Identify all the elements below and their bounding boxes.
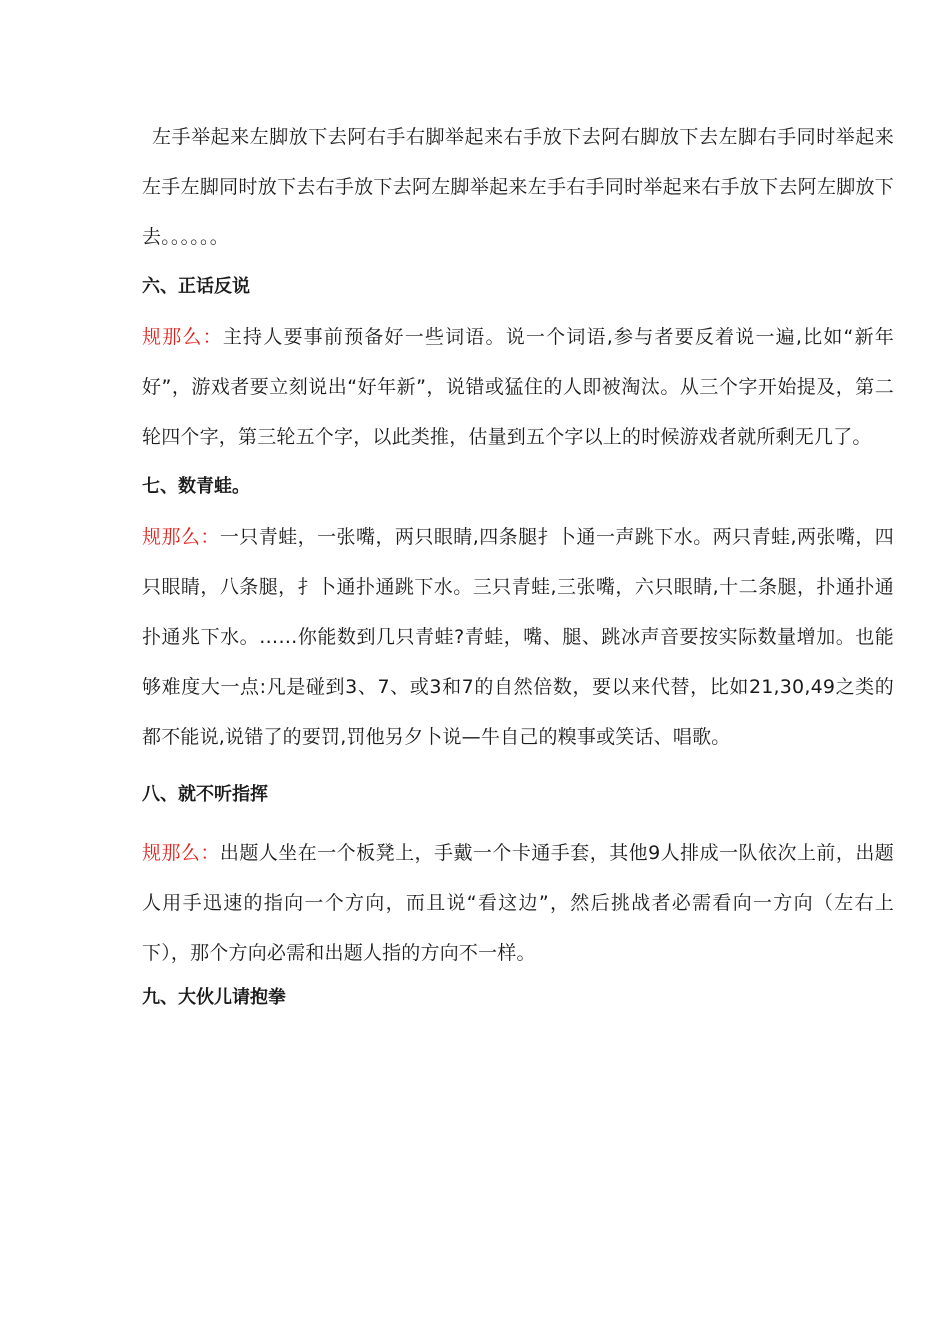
section-title-6: 六、正话反说 xyxy=(142,276,250,297)
section-title-8: 八、就不听指挥 xyxy=(142,784,268,805)
rule-text: 一只青蛙，一张嘴，两只眼睛,四条腿扌卜通一声跳下水。两只青蛙,两张嘴，四只眼睛，八条腿，扌卜通扑通跳下水。三只青蛙,三张嘴，六只眼睛,十二条腿，扑通扑通扑通兆下水。……你能数到几只青蛙?青蛙，嘴、腿、跳冰声音要按实际数量增加。也能够难度大一点:凡是碰到3、7、或3和7的自然倍数，要以来代替，比如21,30,49之类的都不能说,说错了的要罚,罚他另夕卜说—牛自己的糗事或笑话、唱歌。 xyxy=(142,526,894,748)
rule-text: 主持人要事前预备好一些词语。说一个词语,参与者要反着说一遍,比如“新年好”，游戏者要立刻说出“好年新”，说错或猛住的人即被淘汰。从三个字开始提及，第二轮四个字，第三轮五个字，以此类推，估量到五个字以上的时候游戏者就所剩无几了。 xyxy=(142,326,894,448)
section-rule-6 xyxy=(142,312,894,462)
spacer xyxy=(142,762,894,770)
document-page xyxy=(142,112,894,1018)
section-title-7: 七、数青蛙。 xyxy=(142,476,250,497)
rule-label: 规那么： xyxy=(142,326,223,348)
rule-label: 规那么： xyxy=(142,526,220,548)
intro-paragraph: 左手举起来左脚放下去阿右手右脚举起来右手放下去阿右脚放下去左脚右手同时举起来左手左脚同时放下去右手放下去阿左脚举起来左手右手同时举起来右手放下去阿左脚放下去。。。。。。 xyxy=(142,126,894,248)
rule-label: 规那么： xyxy=(142,842,220,864)
section-rule-8 xyxy=(142,828,894,978)
rule-text: 出题人坐在一个板凳上，手戴一个卡通手套，其他9人排成一队依次上前，出题人用手迅速的指向一个方向，而且说“看这边”，然后挑战者必需看向一方向（左右上下），那个方向必需和出题人指的方向不一样。 xyxy=(142,842,894,964)
section-title-9: 九、大伙儿请抱拳 xyxy=(142,987,286,1008)
spacer xyxy=(142,820,894,828)
section-rule-7 xyxy=(142,512,894,762)
